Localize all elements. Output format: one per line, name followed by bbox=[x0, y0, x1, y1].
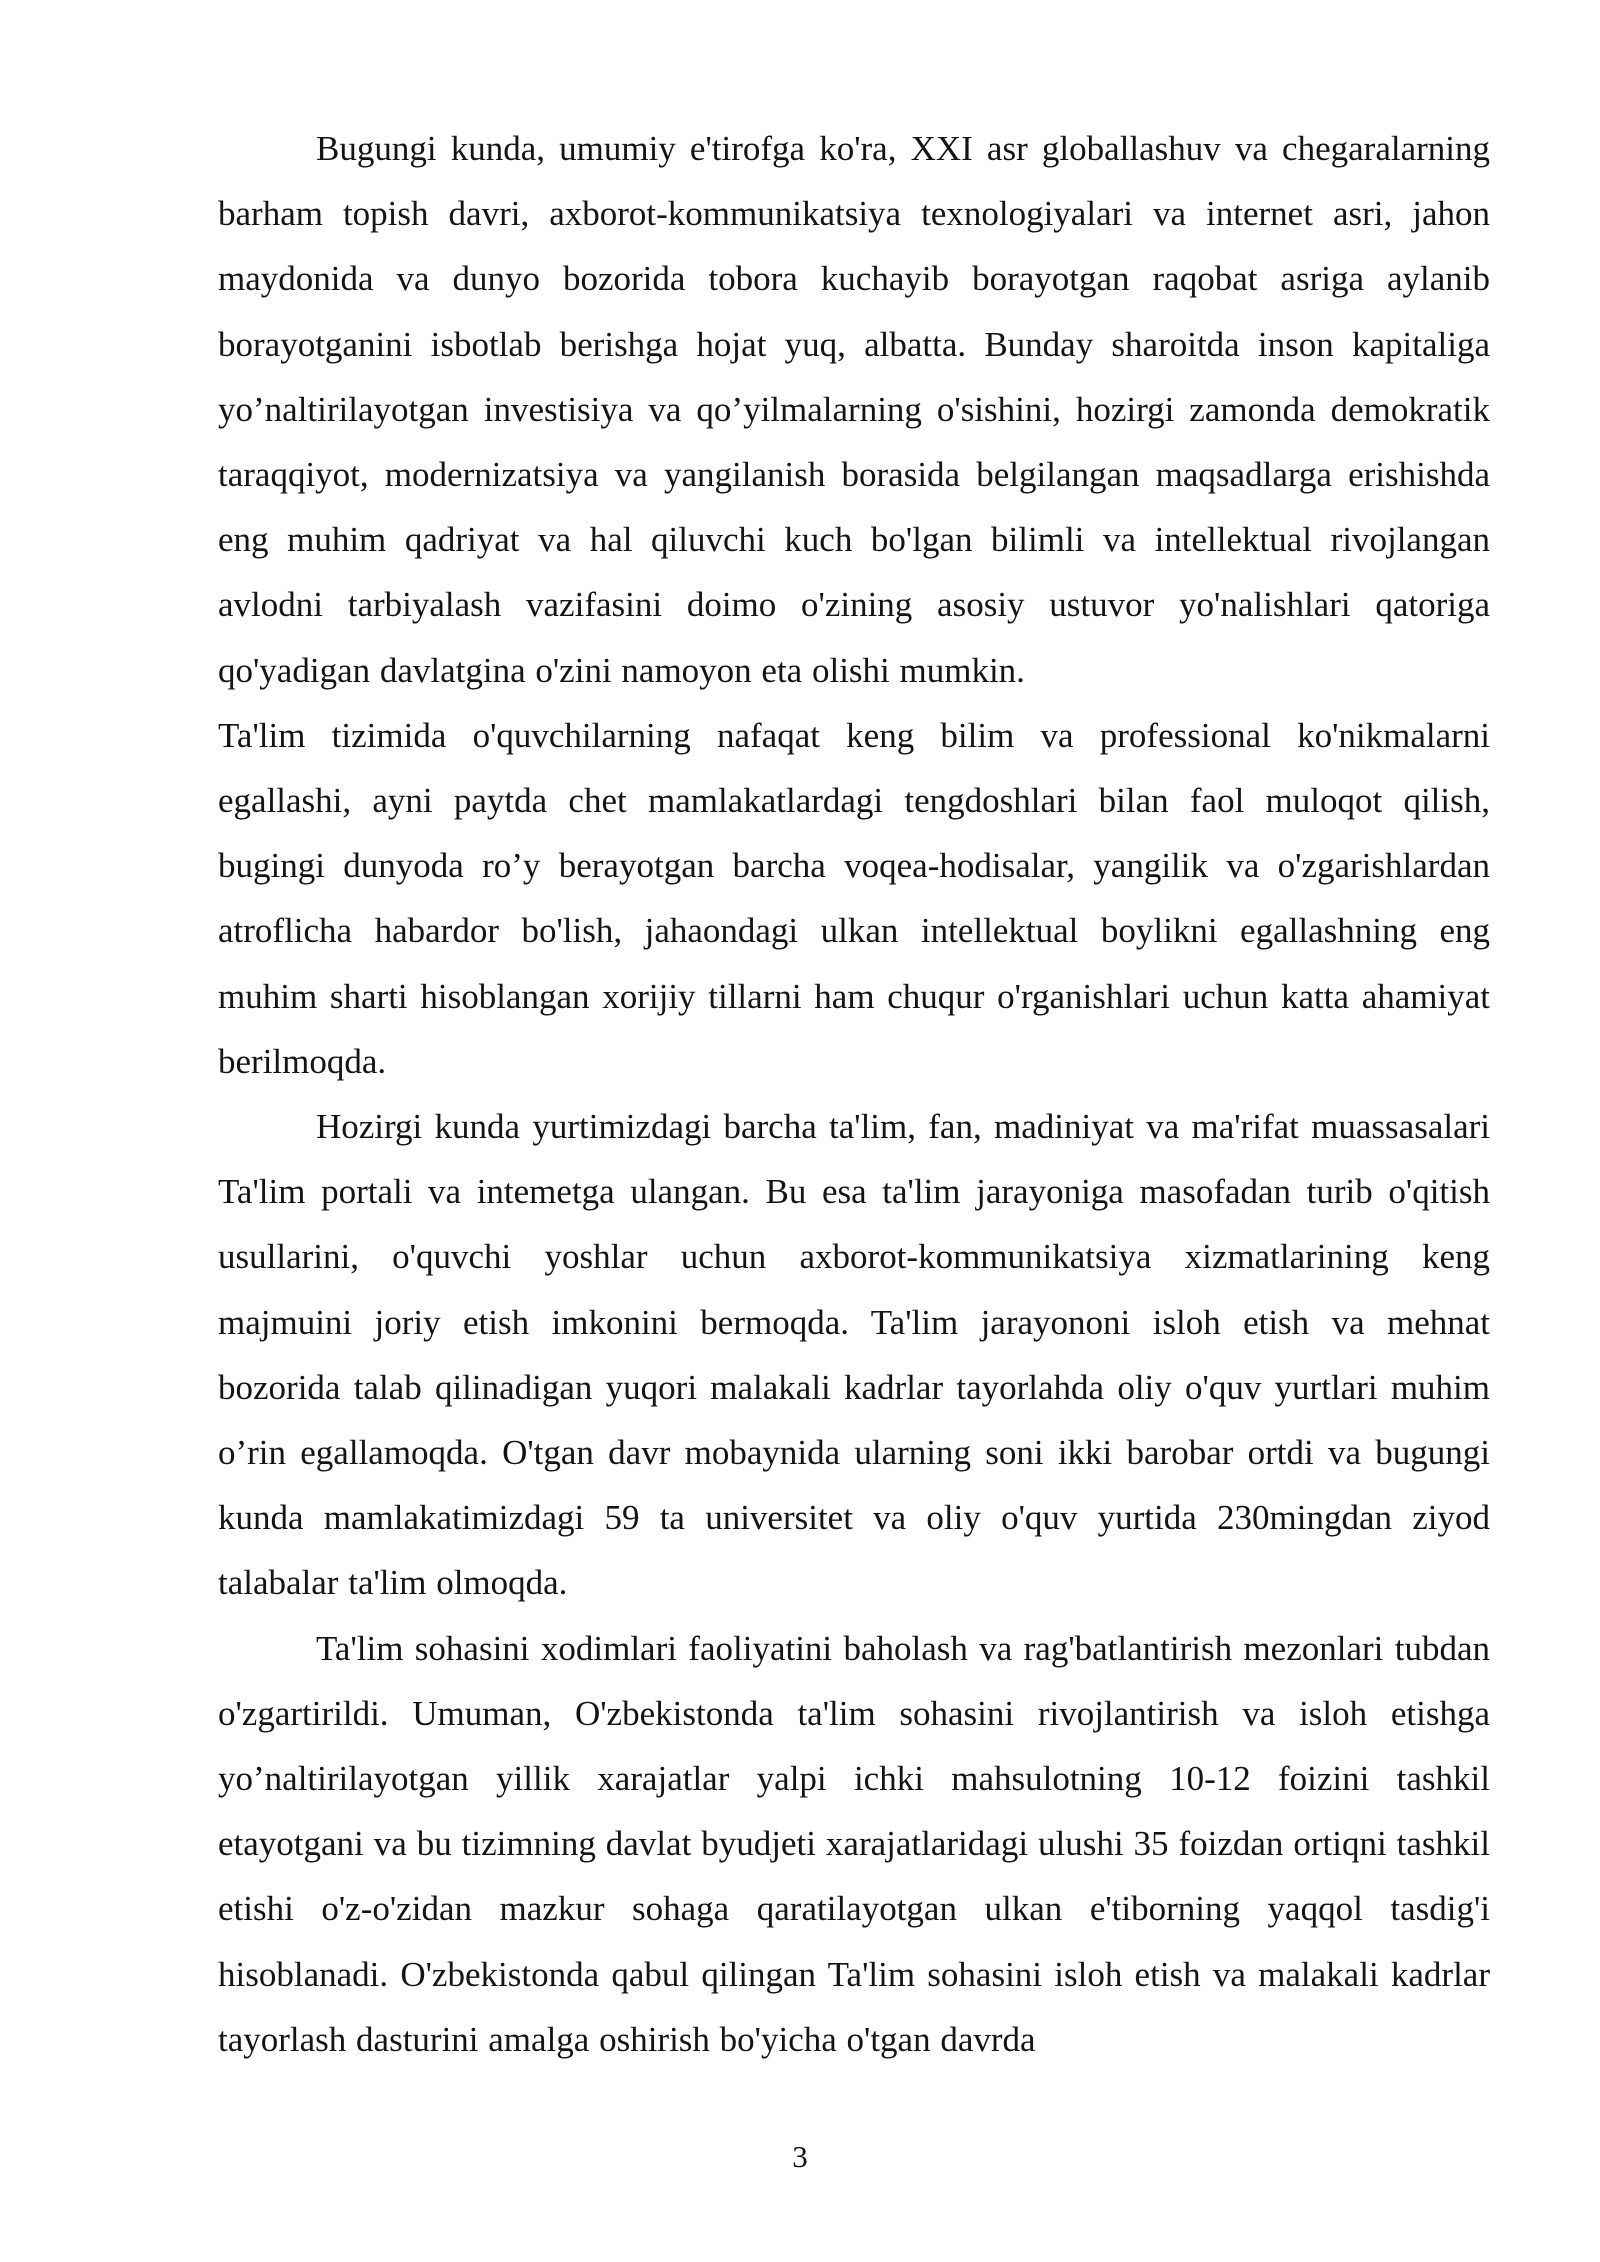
paragraph-4: Ta'lim sohasini xodimlari faoliyatini baholash va rag'batlantirish mezonlari tubdan o'zgartirildi. Umuman, O'zbekistonda ta'lim sohasini rivojlantirish va isloh etishga yo’naltirilayotgan yillik xarajatlar yalpi ichki mahsulotning 10-12 foizini tashkil etayotgani va bu tizimning davlat byudjeti xarajatlaridagi ulushi 35 foizdan ortiqni tashkil etishi o'z-o'zidan mazkur sohaga qaratilayotgan ulkan e'tiborning yaqqol tasdig'i hisoblanadi. O'zbekistonda qabul qilingan Ta'lim sohasini isloh etish va malakali kadrlar tayorlash dasturini amalga oshirish bo'yicha o'tgan davrda bbox=[218, 1628, 1490, 2059]
paragraph-1: Bugungi kunda, umumiy e'tirofga ko'ra, XXI asr globallashuv va chegaralarning barham topish davri, axborot-kommunikatsiya texnologiyalari va internet asri, jahon maydonida va dunyo bozorida tobora kuchayib borayotgan raqobat asriga aylanib borayotganini isbotlab berishga hojat yuq, albatta. Bunday sharoitda inson kapitaliga yo’naltirilayotgan investisiya va qo’yilmalarning o'sishini, hozirgi zamonda demokratik taraqqiyot, modernizatsiya va yangilanish borasida belgilangan maqsadlarga erishishda eng muhim qadriyat va hal qiluvchi kuch bo'lgan bilimli va intellektual rivojlangan avlodni tarbiyalash vazifasini doimo o'zining asosiy ustuvor yo'nalishlari qatoriga qo'yadigan davlatgina o'zini namoyon eta olishi mumkin. bbox=[218, 129, 1490, 690]
paragraph-3: Hozirgi kunda yurtimizdagi barcha ta'lim, fan, madiniyat va ma'rifat muassasalari Ta'lim portali va intemetga ulangan. Bu esa ta'lim jarayoniga masofadan turib o'qitish usullarini, o'quvchi yoshlar uchun axborot-kommunikatsiya xizmatlarining keng majmuini joriy etish imkonini bermoqda. Ta'lim jarayononi isloh etish va mehnat bozorida talab qilinadigan yuqori malakali kadrlar tayorlahda oliy o'quv yurtlari muhim o’rin egallamoqda. O'tgan davr mobaynida ularning soni ikki barobar ortdi va bugungi kunda mamlakatimizdagi 59 ta universitet va oliy o'quv yurtida 230mingdan ziyod talabalar ta'lim olmoqda. bbox=[218, 1107, 1490, 1603]
page-number: 3 bbox=[792, 2139, 808, 2174]
paragraph-2: Ta'lim tizimida o'quvchilarning nafaqat keng bilim va professional ko'nikmalarni egallashi, ayni paytda chet mamlakatlardagi tengdoshlari bilan faol muloqot qilish, bugingi dunyoda ro’y berayotgan barcha voqea-hodisalar, yangilik va o'zgarishlardan atroflicha habardor bo'lish, jahaondagi ulkan intellektual boylikni egallashning eng muhim sharti hisoblangan xorijiy tillarni ham chuqur o'rganishlari uchun katta ahamiyat berilmoqda. bbox=[218, 715, 1490, 1081]
body-text bbox=[218, 116, 1490, 2072]
